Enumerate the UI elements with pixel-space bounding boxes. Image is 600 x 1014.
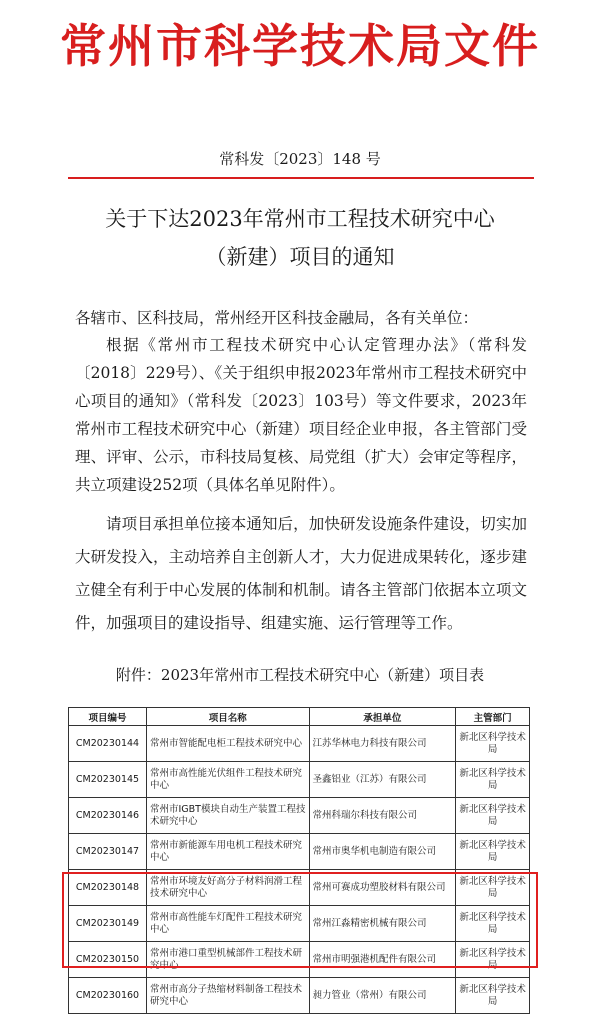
header-department: 主管部门 <box>456 708 530 726</box>
attachment-title: 附件：2023年常州市工程技术研究中心（新建）项目表 <box>115 666 485 684</box>
body-paragraph-1: 根据《常州市工程技术研究中心认定管理办法》（常科发〔2018〕229号）、《关于组织申报2023年常州市工程技术研究中心项目的通知》（常科发〔2023〕103号）等文件要求，2023年常州市工程技术研究中心（新建）项目经企业申报，各主管部门受理、评审、公示，市科技局复核、局党组（扩大）会审定等程序，共立项建设252项（具体名单见附件）。 <box>75 336 527 494</box>
table-row <box>69 978 530 1014</box>
document-number: 常科发〔2023〕148 号 <box>219 150 381 168</box>
project-name: 常州市新能源车用电机工程技术研究中心 <box>146 834 309 870</box>
department: 新北区科学技术局 <box>456 834 530 870</box>
project-name: 常州市IGBT模块自动生产装置工程技术研究中心 <box>146 798 309 834</box>
project-name: 常州市高分子热缩材料制备工程技术研究中心 <box>146 978 309 1014</box>
project-code: CM20230150 <box>69 942 147 978</box>
table-row <box>69 798 530 834</box>
table-row <box>69 762 530 798</box>
department: 新北区科学技术局 <box>456 870 530 906</box>
project-code: CM20230147 <box>69 834 147 870</box>
undertaking-unit: 江苏华林电力科技有限公司 <box>309 726 456 762</box>
department: 新北区科学技术局 <box>456 726 530 762</box>
undertaking-unit: 昶力管业（常州）有限公司 <box>309 978 456 1014</box>
project-code: CM20230145 <box>69 762 147 798</box>
undertaking-unit: 圣鑫铝业（江苏）有限公司 <box>309 762 456 798</box>
notice-title-line1: 关于下达2023年常州市工程技术研究中心 <box>105 207 495 231</box>
project-code: CM20230148 <box>69 870 147 906</box>
department: 新北区科学技术局 <box>456 762 530 798</box>
project-name: 常州市高性能车灯配件工程技术研究中心 <box>146 906 309 942</box>
project-code: CM20230146 <box>69 798 147 834</box>
undertaking-unit: 常州可赛成功塑胶材料有限公司 <box>309 870 456 906</box>
notice-title-line2: （新建）项目的通知 <box>205 245 395 269</box>
undertaking-unit: 常州市明强港机配件有限公司 <box>309 942 456 978</box>
project-name: 常州市港口重型机械部件工程技术研究中心 <box>146 942 309 978</box>
header-undertaking-unit: 承担单位 <box>309 708 456 726</box>
table-row <box>69 834 530 870</box>
department: 新北区科学技术局 <box>456 798 530 834</box>
department: 新北区科学技术局 <box>456 942 530 978</box>
project-name: 常州市高性能光伏组件工程技术研究中心 <box>146 762 309 798</box>
undertaking-unit: 常州市奥华机电制造有限公司 <box>309 834 456 870</box>
project-code: CM20230149 <box>69 906 147 942</box>
header-project-name: 项目名称 <box>146 708 309 726</box>
table-row <box>69 906 530 942</box>
undertaking-unit: 常州江淼精密机械有限公司 <box>309 906 456 942</box>
header-project-code: 项目编号 <box>69 708 147 726</box>
document-header-title: 常州市科学技术局文件 <box>60 19 540 73</box>
department: 新北区科学技术局 <box>456 906 530 942</box>
project-name: 常州市环境友好高分子材料润滑工程技术研究中心 <box>146 870 309 906</box>
table-header-row <box>69 708 530 726</box>
department: 新北区科学技术局 <box>456 978 530 1014</box>
project-code: CM20230160 <box>69 978 147 1014</box>
project-code: CM20230144 <box>69 726 147 762</box>
salutation: 各辖市、区科技局，常州经开区科技金融局，各有关单位： <box>75 309 479 327</box>
red-divider-line <box>68 177 534 179</box>
table-row <box>69 870 530 906</box>
undertaking-unit: 常州科瑞尔科技有限公司 <box>309 798 456 834</box>
table-row <box>69 726 530 762</box>
project-name: 常州市智能配电柜工程技术研究中心 <box>146 726 309 762</box>
body-paragraph-2: 请项目承担单位接本通知后，加快研发设施条件建设，切实加大研发投入，主动培养自主创新人才，大力促进成果转化，逐步建立健全有利于中心发展的体制和机制。请各主管部门依据本立项文件，加强项目的建设指导、组建实施、运行管理等工作。 <box>75 515 527 632</box>
table-row <box>69 942 530 978</box>
project-table <box>68 707 530 1014</box>
